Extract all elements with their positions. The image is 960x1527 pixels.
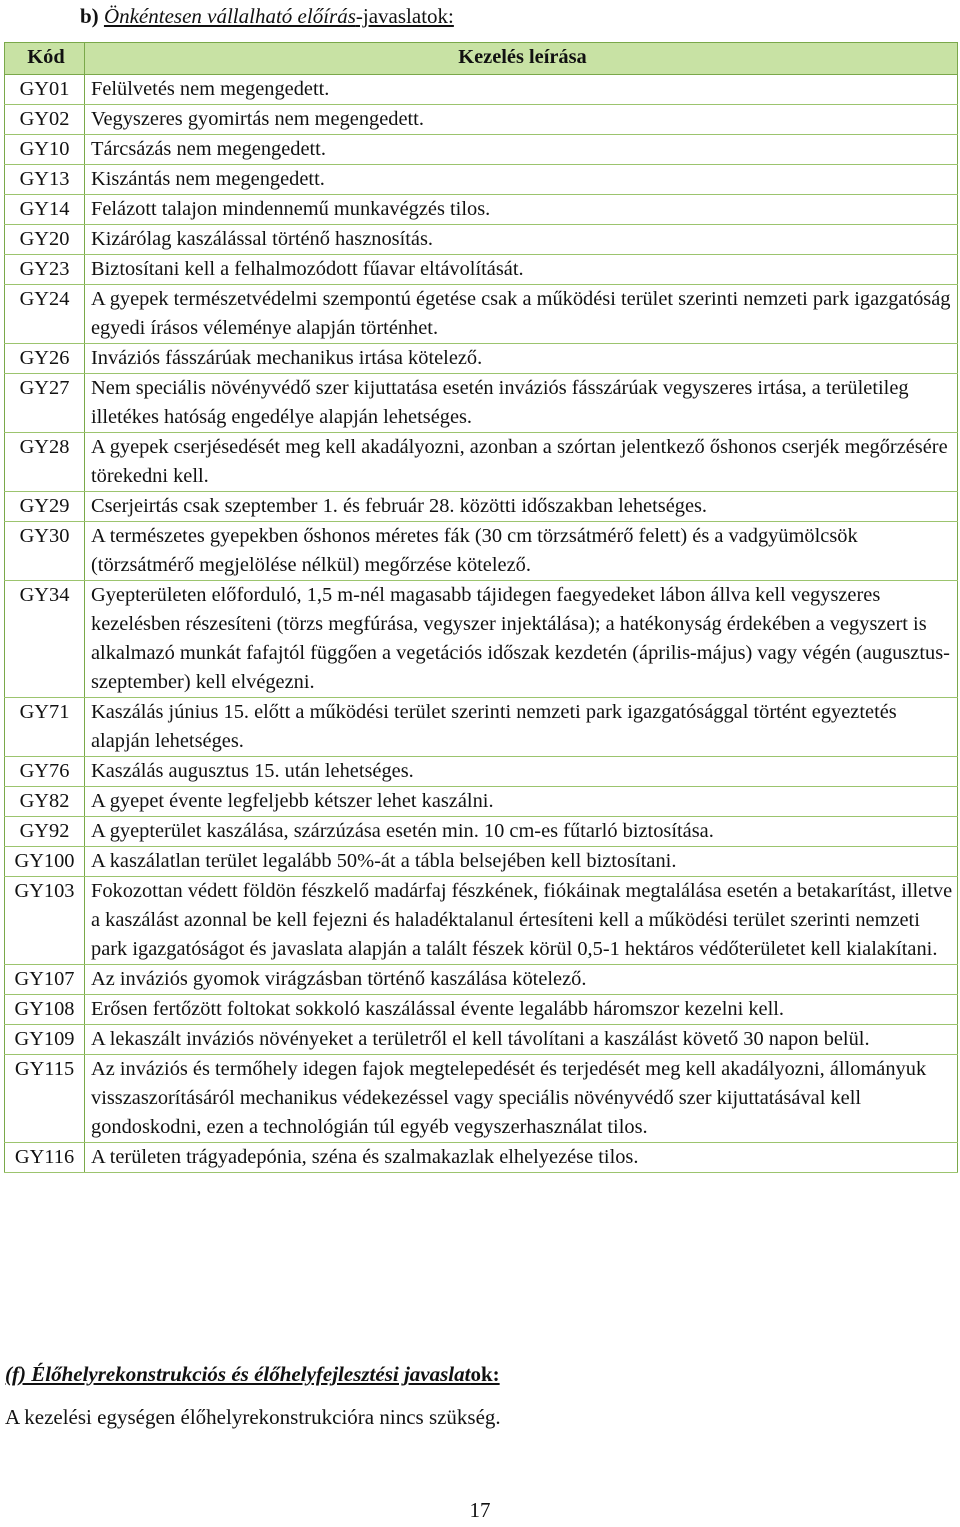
row-description: Tárcsázás nem megengedett. [85, 135, 958, 165]
table-row [5, 522, 958, 581]
table-row [5, 374, 958, 433]
row-description: Gyepterületen előforduló, 1,5 m-nél magasabb tájidegen faegyedeket lábon állva kell vegyszeres kezelésben részesíteni (törzs megfúrása, vegyszer injektálása); a hatékonyság érdekében a vegyszert is alkalmazó munkát fafajtól függően a vegetációs időszak kezdetén (április-május) vagy végén (augusztus-szeptember) kell elvégezni. [85, 581, 958, 698]
row-code: GY28 [5, 433, 85, 492]
section-b-prefix: b) [80, 4, 104, 28]
table-row [5, 757, 958, 787]
row-description: Felülvetés nem megengedett. [85, 75, 958, 105]
row-description: Az inváziós gyomok virágzásban történő kaszálása kötelező. [85, 965, 958, 995]
table-row [5, 581, 958, 698]
row-code: GY115 [5, 1055, 85, 1143]
row-description: Cserjeirtás csak szeptember 1. és február 28. közötti időszakban lehetséges. [85, 492, 958, 522]
row-description: A gyepet évente legfeljebb kétszer lehet kaszálni. [85, 787, 958, 817]
row-description: Az inváziós és termőhely idegen fajok megtelepedését és terjedését meg kell akadályozni, állományuk visszaszorításáról mechanikus védekezéssel vagy speciális növényvédő szer kijuttatásával kell gondoskodni, ezen a technológián túl egyéb vegyszerhasználat tilos. [85, 1055, 958, 1143]
section-f-title-tail: ok: [470, 1362, 500, 1386]
table-row [5, 787, 958, 817]
row-code: GY14 [5, 195, 85, 225]
table-row [5, 698, 958, 757]
section-f-title: (f) Élőhelyrekonstrukciós és élőhelyfejlesztési javaslat [5, 1362, 471, 1386]
row-description: Nem speciális növényvédő szer kijuttatása esetén inváziós fásszárúak vegyszeres irtása, a területileg illetékes hatóság engedélye alapján lehetséges. [85, 374, 958, 433]
table-row [5, 75, 958, 105]
row-code: GY02 [5, 105, 85, 135]
row-description: Fokozottan védett földön fészkelő madárfaj fészkének, fiókáinak megtalálása esetén a betakarítást, illetve a kaszálást azonnal be kell fejezni és haladéktalanul értesíteni kell a működési terület szerinti nemzeti park igazgatóságot és javaslata alapján a talált fészek körül 0,5-1 hektáros védőterületet kell kialakítani. [85, 877, 958, 965]
table-row [5, 285, 958, 344]
table-row [5, 847, 958, 877]
table-row [5, 165, 958, 195]
section-b-title: Önkéntesen vállalható előírás [103, 4, 356, 28]
table-row [5, 105, 958, 135]
treatment-table [4, 42, 958, 1173]
table-row [5, 225, 958, 255]
section-b-title-rest: -javaslatok: [355, 4, 454, 28]
table-row [5, 492, 958, 522]
table-row [5, 877, 958, 965]
row-code: GY109 [5, 1025, 85, 1055]
table-row [5, 195, 958, 225]
row-code: GY27 [5, 374, 85, 433]
row-description: Erősen fertőzött foltokat sokkoló kaszálással évente legalább háromszor kezelni kell. [85, 995, 958, 1025]
row-description: Kiszántás nem megengedett. [85, 165, 958, 195]
table-row [5, 817, 958, 847]
row-description: A kaszálatlan terület legalább 50%-át a tábla belsejében kell biztosítani. [85, 847, 958, 877]
row-code: GY30 [5, 522, 85, 581]
row-code: GY20 [5, 225, 85, 255]
table-row [5, 995, 958, 1025]
row-description: A lekaszált inváziós növényeket a területről el kell távolítani a kaszálást követő 30 napon belül. [85, 1025, 958, 1055]
table-row [5, 135, 958, 165]
row-code: GY103 [5, 877, 85, 965]
row-description: Felázott talajon mindennemű munkavégzés tilos. [85, 195, 958, 225]
page-number: 17 [469, 1498, 491, 1522]
row-description: Inváziós fásszárúak mechanikus irtása kötelező. [85, 344, 958, 374]
row-code: GY23 [5, 255, 85, 285]
table-row [5, 965, 958, 995]
row-description: A területen trágyadepónia, széna és szalmakazlak elhelyezése tilos. [85, 1143, 958, 1173]
row-description: A természetes gyepekben őshonos méretes fák (30 cm törzsátmérő felett) és a vadgyümölcsök (törzsátmérő megjelölése nélkül) megőrzése kötelező. [85, 522, 958, 581]
row-code: GY24 [5, 285, 85, 344]
row-description: Kizárólag kaszálással történő hasznosítás. [85, 225, 958, 255]
row-description: Kaszálás június 15. előtt a működési terület szerinti nemzeti park igazgatósággal történt egyeztetés alapján lehetséges. [85, 698, 958, 757]
row-code: GY01 [5, 75, 85, 105]
row-description: A gyepek cserjésedését meg kell akadályozni, azonban a szórtan jelentkező őshonos cserjék megőrzésére törekedni kell. [85, 433, 958, 492]
row-code: GY29 [5, 492, 85, 522]
row-code: GY92 [5, 817, 85, 847]
row-code: GY116 [5, 1143, 85, 1173]
table-body [5, 75, 958, 1173]
row-description: A gyepek természetvédelmi szempontú égetése csak a működési terület szerinti nemzeti park igazgatóság egyedi írásos véleménye alapján történhet. [85, 285, 958, 344]
row-code: GY10 [5, 135, 85, 165]
section-b-heading [80, 2, 454, 30]
table-row [5, 344, 958, 374]
table-row [5, 255, 958, 285]
row-code: GY13 [5, 165, 85, 195]
header-description: Kezelés leírása [85, 43, 958, 75]
table-header-row [5, 43, 958, 75]
row-code: GY100 [5, 847, 85, 877]
row-description: Kaszálás augusztus 15. után lehetséges. [85, 757, 958, 787]
table-row [5, 1025, 958, 1055]
row-code: GY71 [5, 698, 85, 757]
row-code: GY76 [5, 757, 85, 787]
table-row [5, 1055, 958, 1143]
row-code: GY26 [5, 344, 85, 374]
row-code: GY82 [5, 787, 85, 817]
header-code: Kód [5, 43, 85, 75]
row-code: GY34 [5, 581, 85, 698]
row-description: Vegyszeres gyomirtás nem megengedett. [85, 105, 958, 135]
reconstruction-note: A kezelési egységen élőhelyrekonstrukcióra nincs szükség. [5, 1405, 501, 1429]
row-description: A gyepterület kaszálása, szárzúzása esetén min. 10 cm-es fűtarló biztosítása. [85, 817, 958, 847]
table-row [5, 1143, 958, 1173]
table-row [5, 433, 958, 492]
row-code: GY107 [5, 965, 85, 995]
row-code: GY108 [5, 995, 85, 1025]
row-description: Biztosítani kell a felhalmozódott fűavar eltávolítását. [85, 255, 958, 285]
section-f-heading [5, 1359, 500, 1389]
